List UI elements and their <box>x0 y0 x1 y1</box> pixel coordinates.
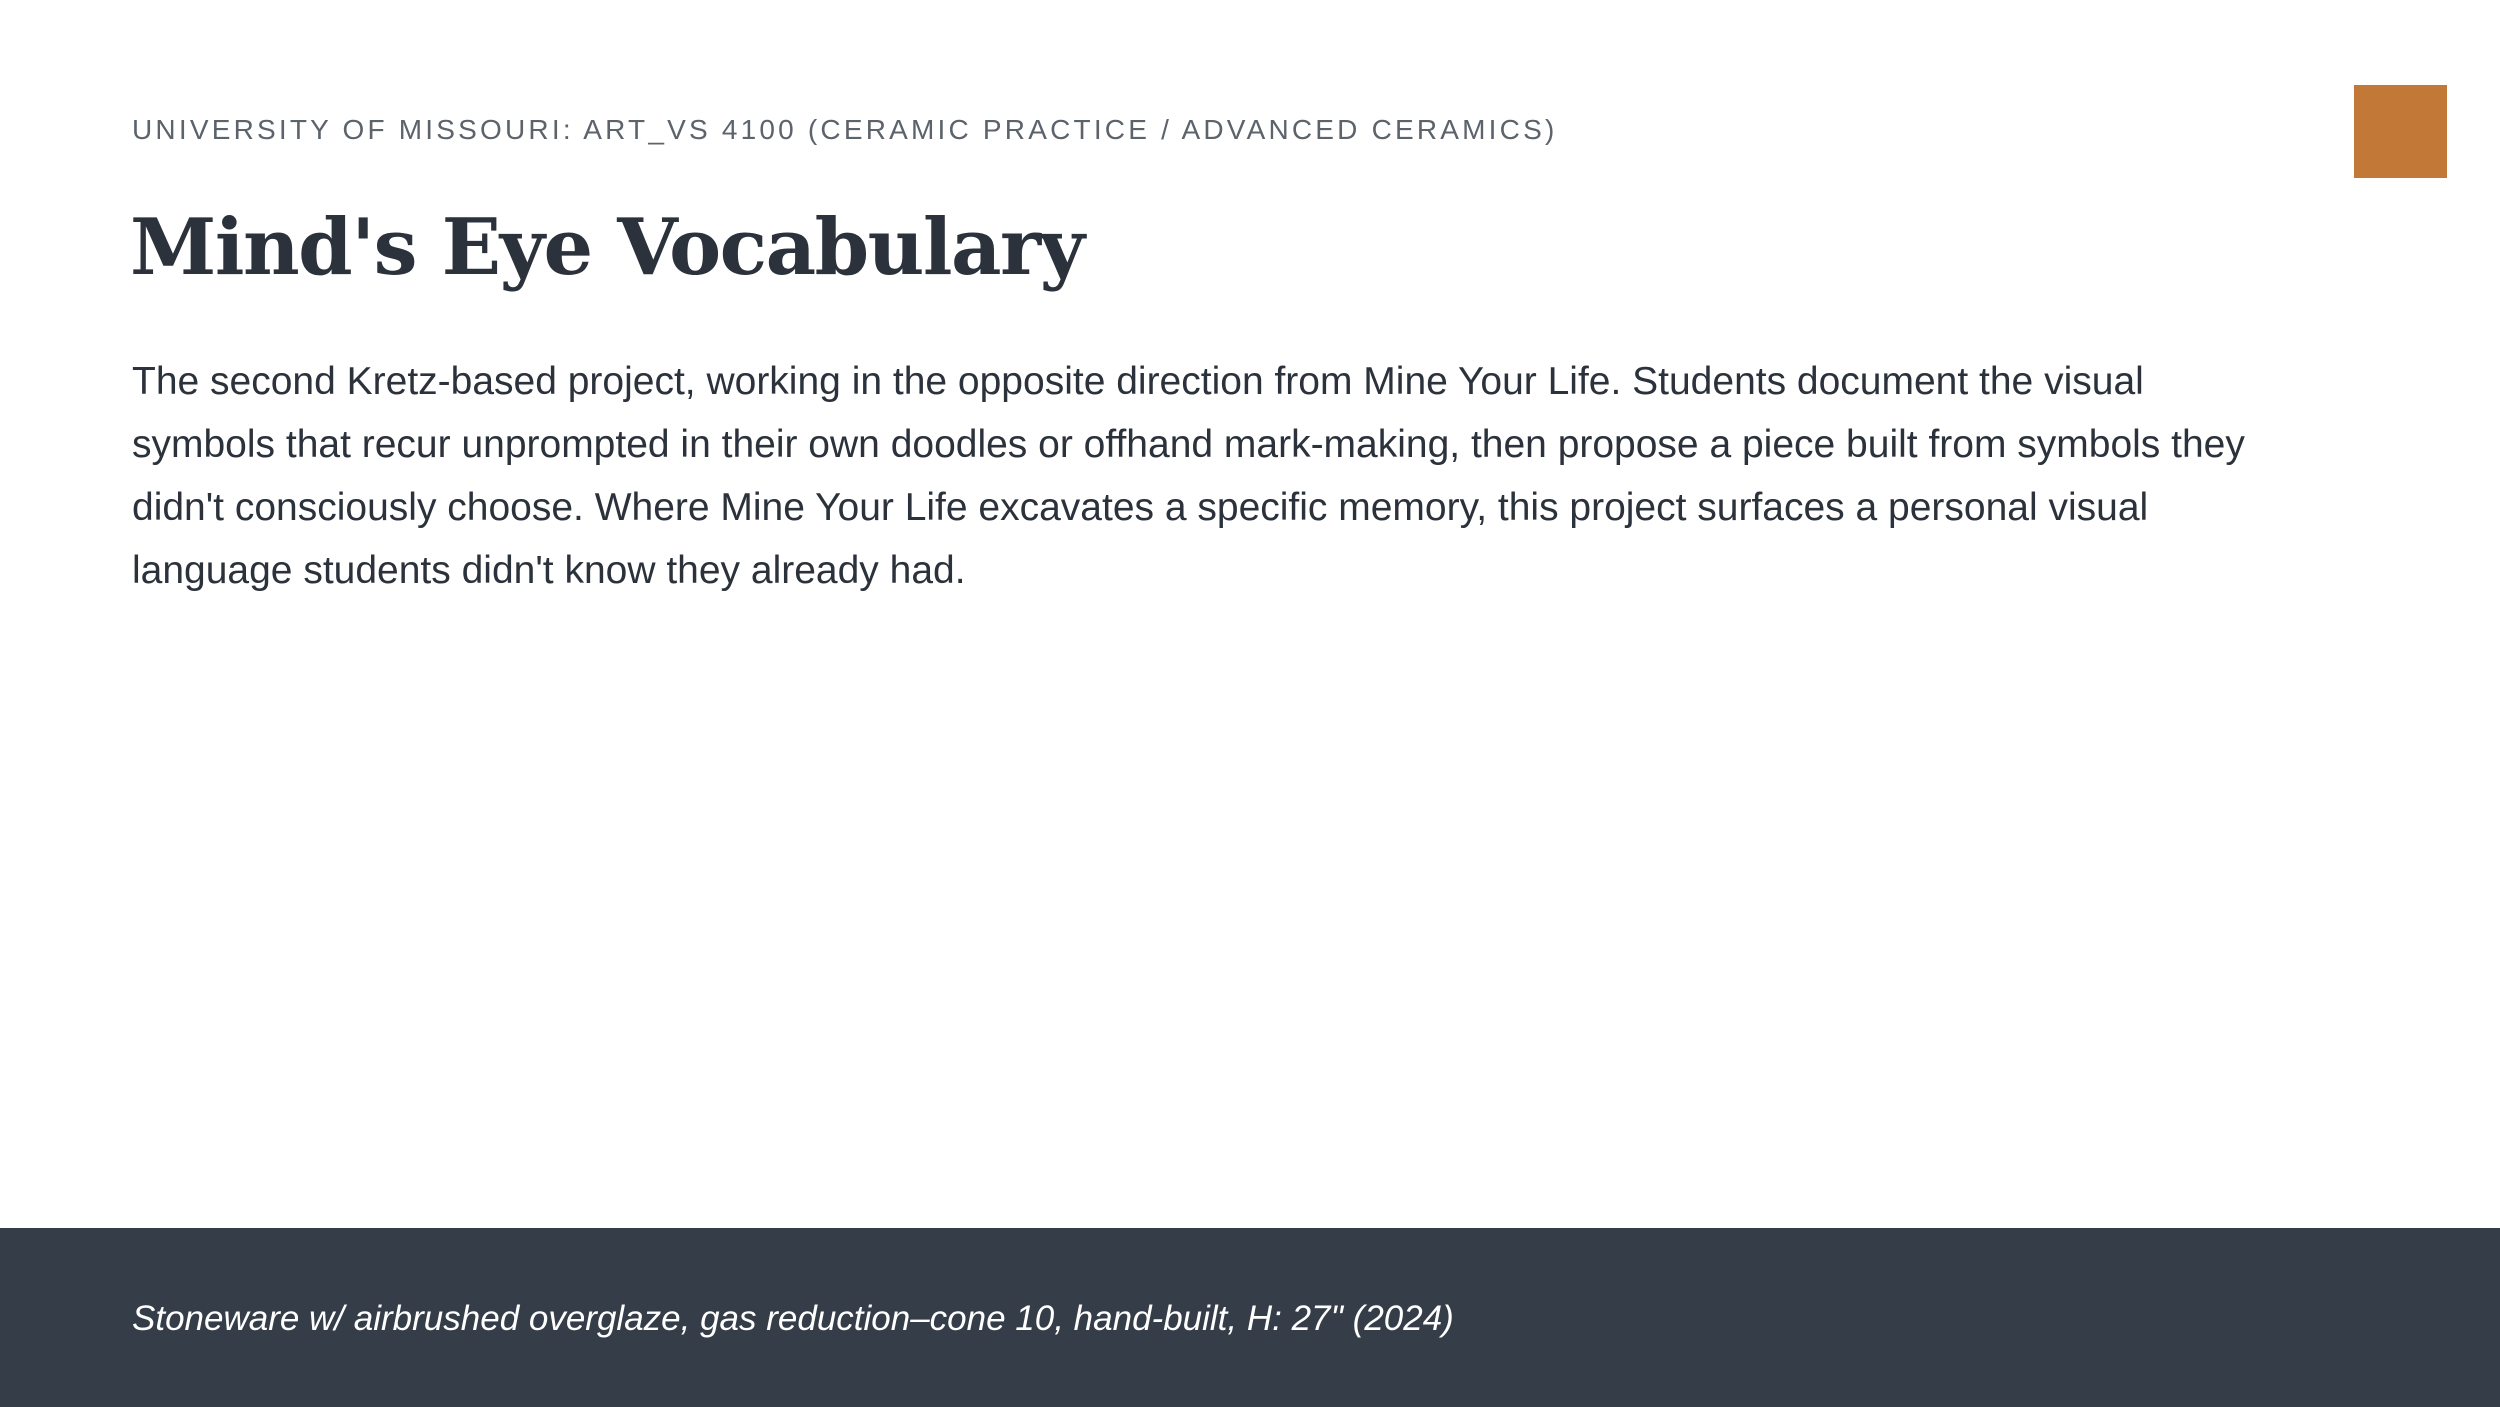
artwork-caption: Stoneware w/ airbrushed overglaze, gas reduction–cone 10, hand-built, H: 27" (2024) <box>132 1299 1454 1338</box>
body-paragraph: The second Kretz-based project, working in the opposite direction from Mine Your Life. Students document the visual symbols that recur unprompted in their own doodles or offhand mark-making, then propose a piece built from symbols they didn't consciously choose. Where Mine Your Life excavates a specific memory, this project surfaces a personal visual language students didn't know they already had. <box>132 360 2245 592</box>
accent-square <box>2354 85 2447 178</box>
course-eyebrow: UNIVERSITY OF MISSOURI: ART_VS 4100 (CERAMIC PRACTICE / ADVANCED CERAMICS) <box>132 114 1558 145</box>
page-title: Mind's Eye Vocabulary <box>130 202 1084 293</box>
